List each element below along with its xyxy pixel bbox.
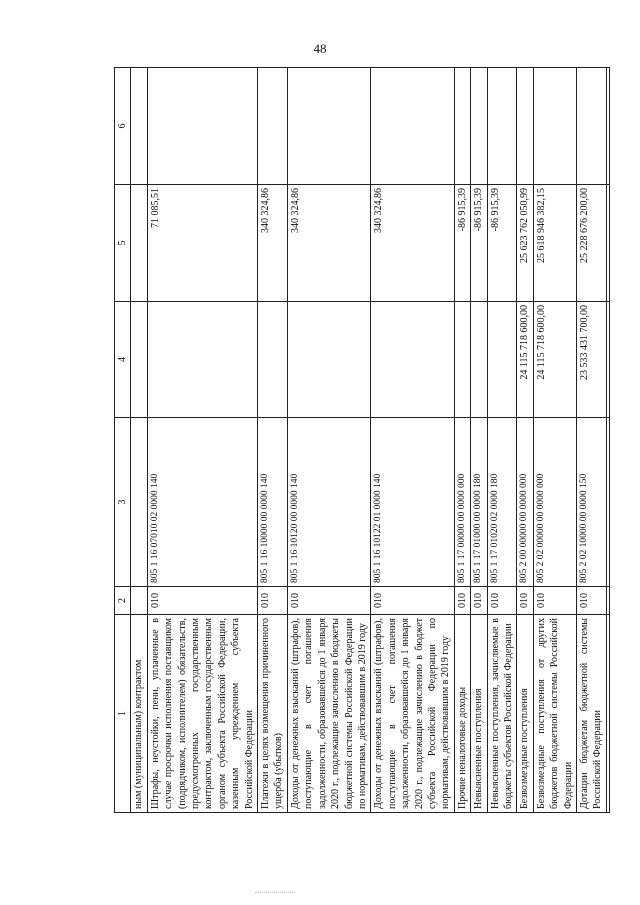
row-col4-value: 24 115 718 600,00 [517,302,533,418]
table-row [131,68,147,813]
table-row [371,68,454,813]
row-budget-code: 805 1 16 10120 00 0000 140 [287,418,370,587]
row-description: Дотации бюджетам бюджетной системы Российской Федерации [577,615,607,813]
table-row [258,68,288,813]
row-col6-value [577,68,607,185]
row-description: Безвозмездные поступления от других бюджетов бюджетной системы Российской Федерации [533,615,576,813]
row-col4-value [147,302,257,418]
row-code: 010 [454,587,470,615]
row-col6-value [258,68,288,185]
column-header: 5 [115,185,131,302]
row-budget-code [606,418,609,587]
row-code: 010 [577,587,607,615]
row-description: Штрафы, неустойки, пени, уплаченные в случае просрочки исполнения поставщиком (подрядчиком, исполнителем) обязательств, предусмотренных государственным контрактом, заключенным государственным органом субъекта Российской Федерации, казенным учреждением субъекта Российской Федерации [147,615,257,813]
table-row [147,68,257,813]
row-description: ным (муниципальным) контрактом [131,615,147,813]
row-col6-value [471,68,487,185]
row-col6-value [533,68,576,185]
row-code: 010 [287,587,370,615]
row-col6-value [454,68,470,185]
row-code: 010 [258,587,288,615]
row-description: Доходы от денежных взысканий (штрафов), поступающие в счет погашения задолженности, образовавшейся до 1 января 2020 г., подлежащие зачислению в бюджет субъекта Российской Федерации по нормативам, действовавшим в 2019 году [371,615,454,813]
scan-artifact [255,892,295,896]
table-row [606,68,609,813]
row-col5-value [606,185,609,302]
row-col4-value [454,302,470,418]
row-col6-value [371,68,454,185]
row-col6-value [131,68,147,185]
row-description: Невыясненные поступления, зачисляемые в бюджеты субъектов Российской Федерации [487,615,517,813]
row-budget-code: 805 2 00 00000 00 0000 000 [517,418,533,587]
row-col4-value [471,302,487,418]
row-budget-code: 805 1 17 01000 00 0000 180 [471,418,487,587]
row-col5-value: 25 228 676 200,00 [577,185,607,302]
row-col5-value: 340 324,86 [287,185,370,302]
table-row [487,68,517,813]
column-header: 2 [115,587,131,615]
table-row [471,68,487,813]
row-code: 010 [371,587,454,615]
row-code: 010 [517,587,533,615]
row-col4-value [606,302,609,418]
table-row [577,68,607,813]
row-budget-code: 805 1 17 01020 02 0000 180 [487,418,517,587]
row-code: 010 [533,587,576,615]
table-row [533,68,576,813]
row-col6-value [147,68,257,185]
row-code [131,587,147,615]
column-header: 6 [115,68,131,185]
column-header: 4 [115,302,131,418]
budget-revenue-table [114,67,610,813]
row-col4-value [487,302,517,418]
row-description: Платежи в целях возмещения причиненного ущерба (убытков) [258,615,288,813]
row-col4-value [258,302,288,418]
row-budget-code: 805 2 02 00000 00 0000 000 [533,418,576,587]
row-description: Невыясненные поступления [471,615,487,813]
row-description: Доходы от денежных взысканий (штрафов), поступающие в счет погашения задолженности, образовавшейся до 1 января 2020 г., подлежащие зачислению в бюджеты бюджетной системы Российской Федерации по нормативам, действовавшим в 2019 году [287,615,370,813]
row-code: 010 [147,587,257,615]
row-col5-value: 25 618 946 382,15 [533,185,576,302]
row-col6-value [487,68,517,185]
row-code: 010 [487,587,517,615]
row-col4-value: 23 533 431 700,00 [577,302,607,418]
row-col4-value [287,302,370,418]
table-header-row [115,68,131,813]
row-budget-code: 805 1 16 10000 00 0000 140 [258,418,288,587]
row-col6-value [517,68,533,185]
rotated-table-container [114,68,609,813]
column-header: 3 [115,418,131,587]
row-description: Прочие неналоговые доходы [454,615,470,813]
row-budget-code: 805 1 16 10122 01 0000 140 [371,418,454,587]
row-col5-value: 340 324,86 [371,185,454,302]
row-description [606,615,609,813]
row-col4-value [131,302,147,418]
row-col5-value: 340 324,86 [258,185,288,302]
row-col5-value: -86 915,39 [487,185,517,302]
row-col5-value: 71 085,51 [147,185,257,302]
table-row [287,68,370,813]
row-col6-value [287,68,370,185]
row-col5-value: -86 915,39 [471,185,487,302]
table-row [517,68,533,813]
row-description: Безвозмездные поступления [517,615,533,813]
page-number: 48 [313,41,327,56]
row-code [606,587,609,615]
column-header: 1 [115,615,131,813]
table-row [454,68,470,813]
row-col4-value: 24 115 718 600,00 [533,302,576,418]
row-col6-value [606,68,609,185]
row-col4-value [371,302,454,418]
row-col5-value: 25 623 762 050,99 [517,185,533,302]
row-col5-value [131,185,147,302]
row-budget-code: 805 1 16 07010 02 0000 140 [147,418,257,587]
row-budget-code: 805 2 02 10000 00 0000 150 [577,418,607,587]
row-col5-value: -86 915,39 [454,185,470,302]
row-budget-code: 805 1 17 00000 00 0000 000 [454,418,470,587]
row-code: 010 [471,587,487,615]
row-budget-code [131,418,147,587]
